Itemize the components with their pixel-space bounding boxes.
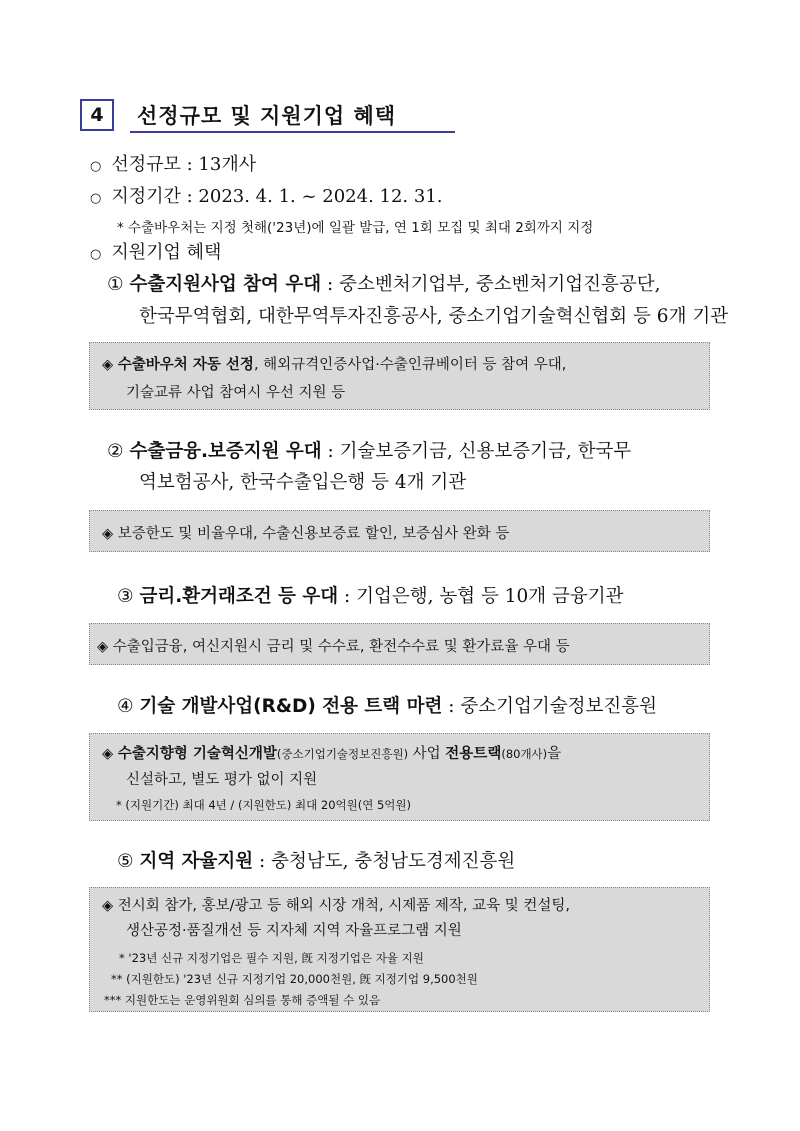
diamond-bullet-icon: ◈ xyxy=(102,526,114,542)
section-number: 4 xyxy=(90,104,104,126)
benefit-5-orgs: 충청남도, 충청남도경제진흥원 xyxy=(271,851,516,872)
circle-bullet-icon: ○ xyxy=(90,247,102,262)
section-number-badge xyxy=(80,99,114,131)
benefit-5-box xyxy=(89,887,710,1012)
benefit-1-orgs: 중소벤처기업부, 중소벤처기업진흥공단, xyxy=(339,274,661,295)
benefit-5-box-footnote-2: ** (지원한도) '23년 신규 지정기업 20,000천원, 旣 지정기업 9,500천원 xyxy=(111,972,478,986)
benefit-1-box-bold: 수출바우처 자동 선정 xyxy=(117,357,254,373)
benefit-5-box-line2: 생산공정·품질개선 등 지자체 지역 자율프로그램 지원 xyxy=(126,923,462,939)
benefit-4-box: ◈ 수출지향형 기술혁신개발(중소기업기술정보진흥원) 사업 전용트랙(80개사)을 신설하고, 별도 평가 없이 지원 * (지원기간) 최대 4년 / (지원한도) 최대 20억원(연 5억원) xyxy=(89,733,710,821)
circled-number-4: ④ xyxy=(117,696,134,717)
benefit-5-box-line1: 전시회 참가, 홍보/광고 등 해외 시장 개척, 시제품 제작, 교육 및 컨설팅, xyxy=(117,898,570,914)
benefit-2-title: 수출금융.보증지원 우대 xyxy=(129,441,322,462)
diamond-bullet-icon: ◈ xyxy=(102,898,114,914)
benefits-heading xyxy=(90,238,221,264)
benefit-3-box-line1: 수출입금융, 여신지원시 금리 및 수수료, 환전수수료 및 환가료율 우대 등 xyxy=(112,639,570,655)
benefits-heading-label: 지원기업 혜택 xyxy=(111,242,222,263)
designation-period-label: 지정기간 xyxy=(111,186,181,207)
benefit-4-heading: ④ 기술 개발사업(R&D) 전용 트랙 마련 : 중소기업기술정보진흥원 xyxy=(117,696,657,717)
benefit-2-heading: ② 수출금융.보증지원 우대 : 기술보증기금, 신용보증기금, 한국무 xyxy=(107,441,632,462)
circled-number-2: ② xyxy=(107,441,124,462)
benefit-4-box-line2: 신설하고, 별도 평가 없이 지원 xyxy=(126,772,318,788)
circle-bullet-icon: ○ xyxy=(90,191,102,206)
benefit-2-orgs: 기술보증기금, 신용보증기금, 한국무 xyxy=(339,441,632,462)
benefit-2-orgs-cont: 역보험공사, 한국수출입은행 등 4개 기관 xyxy=(139,472,467,493)
benefit-1-title: 수출지원사업 참여 우대 xyxy=(129,274,322,295)
benefit-1-box: ◈ 수출바우처 자동 선정, 해외규격인증사업·수출인큐베이터 등 참여 우대, 기술교류 사업 참여시 우선 지원 등 xyxy=(89,342,710,410)
diamond-bullet-icon: ◈ xyxy=(97,639,109,655)
circled-number-3: ③ xyxy=(117,586,134,607)
diamond-bullet-icon: ◈ xyxy=(102,746,114,762)
benefit-1-heading: ① 수출지원사업 참여 우대 : 중소벤처기업부, 중소벤처기업진흥공단, xyxy=(107,274,661,295)
benefit-4-orgs: 중소기업기술정보진흥원 xyxy=(460,696,657,717)
benefit-1-box-line2: 기술교류 사업 참여시 우선 지원 등 xyxy=(126,385,346,401)
designation-period-value: 2023. 4. 1. ~ 2024. 12. 31. xyxy=(198,186,443,207)
benefit-3-heading: ③ 금리.환거래조건 등 우대 : 기업은행, 농협 등 10개 금융기관 xyxy=(117,586,624,607)
benefit-3-box xyxy=(89,623,710,665)
benefit-3-title: 금리.환거래조건 등 우대 xyxy=(139,586,339,607)
benefit-5-title: 지역 자율지원 xyxy=(139,851,254,872)
benefit-3-orgs: 기업은행, 농협 등 10개 금융기관 xyxy=(356,586,624,607)
benefit-5-box-footnote-1: * '23년 신규 지정기업은 필수 지원, 旣 지정기업은 자율 지원 xyxy=(119,951,424,965)
selection-scale-label: 선정규모 xyxy=(111,154,181,175)
circled-number-5: ⑤ xyxy=(117,851,134,872)
benefit-1-orgs-cont: 한국무역협회, 대한무역투자진흥공사, 중소기업기술혁신협회 등 6개 기관 xyxy=(139,306,729,327)
benefit-2-box-line1: 보증한도 및 비율우대, 수출신용보증료 할인, 보증심사 완화 등 xyxy=(117,526,510,542)
benefit-4-box-bold1: 수출지향형 기술혁신개발 xyxy=(117,746,277,762)
section-title: 선정규모 및 지원기업 혜택 xyxy=(137,104,397,128)
period-note: * 수출바우처는 지정 첫해('23년)에 일괄 발급, 연 1회 모집 및 최대 2회까지 지정 xyxy=(117,220,594,236)
designation-period-item: ○ 지정기간 : 2023. 4. 1. ~ 2024. 12. 31. xyxy=(90,186,443,207)
benefit-2-box xyxy=(89,510,710,552)
selection-scale-item: ○ 선정규모 : 13개사 xyxy=(90,154,257,175)
benefit-5-box-footnote-3: *** 지원한도는 운영위원회 심의를 통해 증액될 수 있음 xyxy=(104,993,381,1007)
benefit-4-title: 기술 개발사업(R&D) 전용 트랙 마련 xyxy=(139,696,443,717)
diamond-bullet-icon: ◈ xyxy=(102,357,114,373)
circle-bullet-icon: ○ xyxy=(90,159,102,174)
circled-number-1: ① xyxy=(107,274,124,295)
benefit-4-box-bold2: 전용트랙 xyxy=(445,746,502,762)
benefit-4-box-footnote: * (지원기간) 최대 4년 / (지원한도) 최대 20억원(연 5억원) xyxy=(116,798,412,812)
section-title-underline xyxy=(130,131,455,133)
selection-scale-value: 13개사 xyxy=(198,154,257,175)
benefit-5-heading: ⑤ 지역 자율지원 : 충청남도, 충청남도경제진흥원 xyxy=(117,851,516,872)
